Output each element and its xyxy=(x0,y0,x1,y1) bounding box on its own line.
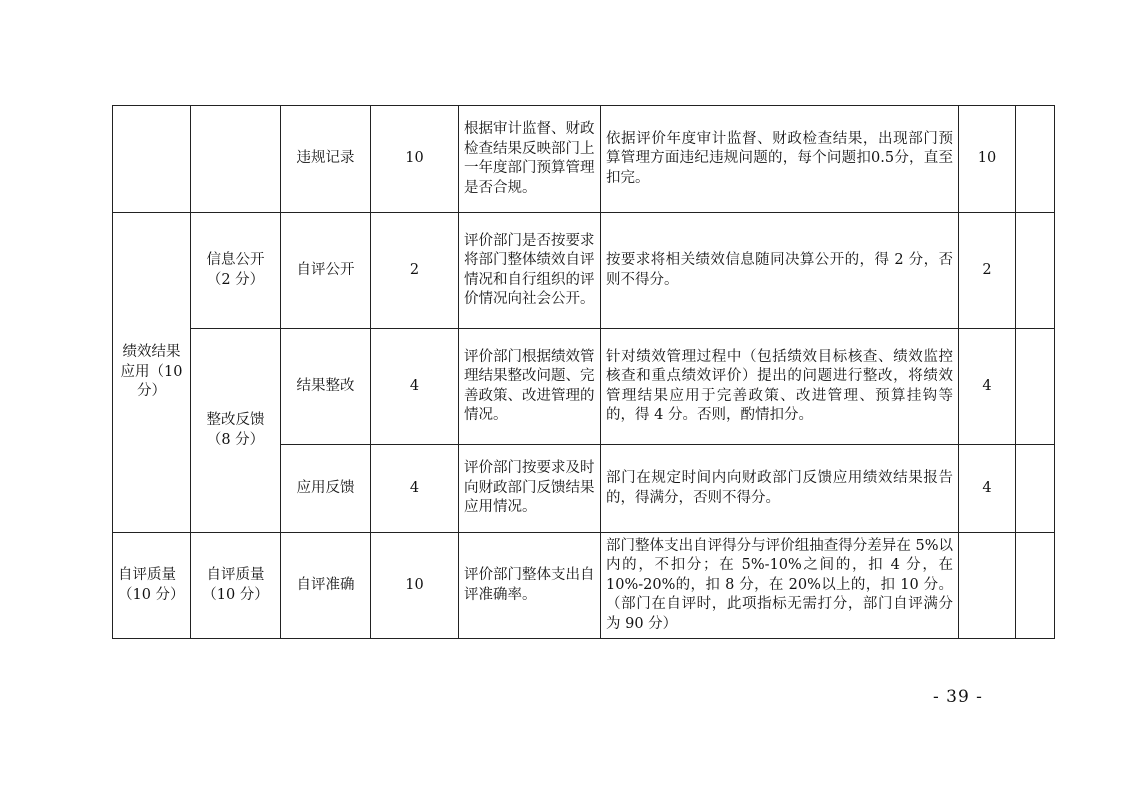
level3-cell: 自评准确 xyxy=(281,533,371,639)
criteria-cell: 部门在规定时间内向财政部门反馈应用绩效结果报告的，得满分，否则不得分。 xyxy=(601,445,959,533)
criteria-cell: 针对绩效管理过程中（包括绩效目标核查、绩效监控核查和重点绩效评价）提出的问题进行整改，将绩效管理结果应用于完善政策、改进管理、预算挂钩等的，得 4 分。否则，酌情扣分。 xyxy=(601,329,959,445)
table-row xyxy=(113,213,1055,329)
explanation-cell: 评价部门是否按要求将部门整体绩效自评情况和自行组织的评价情况向社会公开。 xyxy=(459,213,601,329)
self-score-cell xyxy=(959,533,1016,639)
score-cell: 4 xyxy=(371,329,459,445)
page-number: - 39 - xyxy=(933,687,983,707)
self-score-cell: 2 xyxy=(959,213,1016,329)
remark-cell xyxy=(1016,533,1055,639)
explanation-cell: 根据审计监督、财政检查结果反映部门上一年度部门预算管理是否合规。 xyxy=(459,106,601,213)
level2-cell: 整改反馈（8 分） xyxy=(191,329,281,533)
explanation-cell: 评价部门根据绩效管理结果整改问题、完善政策、改进管理的情况。 xyxy=(459,329,601,445)
level3-cell: 违规记录 xyxy=(281,106,371,213)
level1-cell: 自评质量（10 分） xyxy=(113,533,191,639)
remark-cell xyxy=(1016,106,1055,213)
level3-cell: 应用反馈 xyxy=(281,445,371,533)
self-score-cell: 4 xyxy=(959,445,1016,533)
level2-cell: 自评质量（10 分） xyxy=(191,533,281,639)
level2-cell: 信息公开（2 分） xyxy=(191,213,281,329)
table-row xyxy=(113,533,1055,639)
score-cell: 2 xyxy=(371,213,459,329)
explanation-cell: 评价部门整体支出自评准确率。 xyxy=(459,533,601,639)
criteria-cell: 部门整体支出自评得分与评价组抽查得分差异在 5%以内的，不扣分；在 5%-10%之间的，扣 4 分，在 10%-20%的，扣 8 分，在 20%以上的，扣 10 分。（部门在自评时，此项指标无需打分，部门自评满分为 90 分） xyxy=(601,533,959,639)
score-cell: 10 xyxy=(371,533,459,639)
level2-cell xyxy=(191,106,281,213)
self-score-cell: 10 xyxy=(959,106,1016,213)
remark-cell xyxy=(1016,213,1055,329)
score-cell: 10 xyxy=(371,106,459,213)
evaluation-table xyxy=(112,105,1055,639)
criteria-cell: 依据评价年度审计监督、财政检查结果，出现部门预算管理方面违纪违规问题的，每个问题扣0.5分，直至扣完。 xyxy=(601,106,959,213)
table-row xyxy=(113,106,1055,213)
level1-cell xyxy=(113,106,191,213)
criteria-cell: 按要求将相关绩效信息随同决算公开的，得 2 分，否则不得分。 xyxy=(601,213,959,329)
table-row xyxy=(113,329,1055,445)
level3-cell: 结果整改 xyxy=(281,329,371,445)
level1-cell: 绩效结果应用（10 分） xyxy=(113,213,191,533)
score-cell: 4 xyxy=(371,445,459,533)
self-score-cell: 4 xyxy=(959,329,1016,445)
explanation-cell: 评价部门按要求及时向财政部门反馈结果应用情况。 xyxy=(459,445,601,533)
remark-cell xyxy=(1016,329,1055,445)
remark-cell xyxy=(1016,445,1055,533)
level3-cell: 自评公开 xyxy=(281,213,371,329)
